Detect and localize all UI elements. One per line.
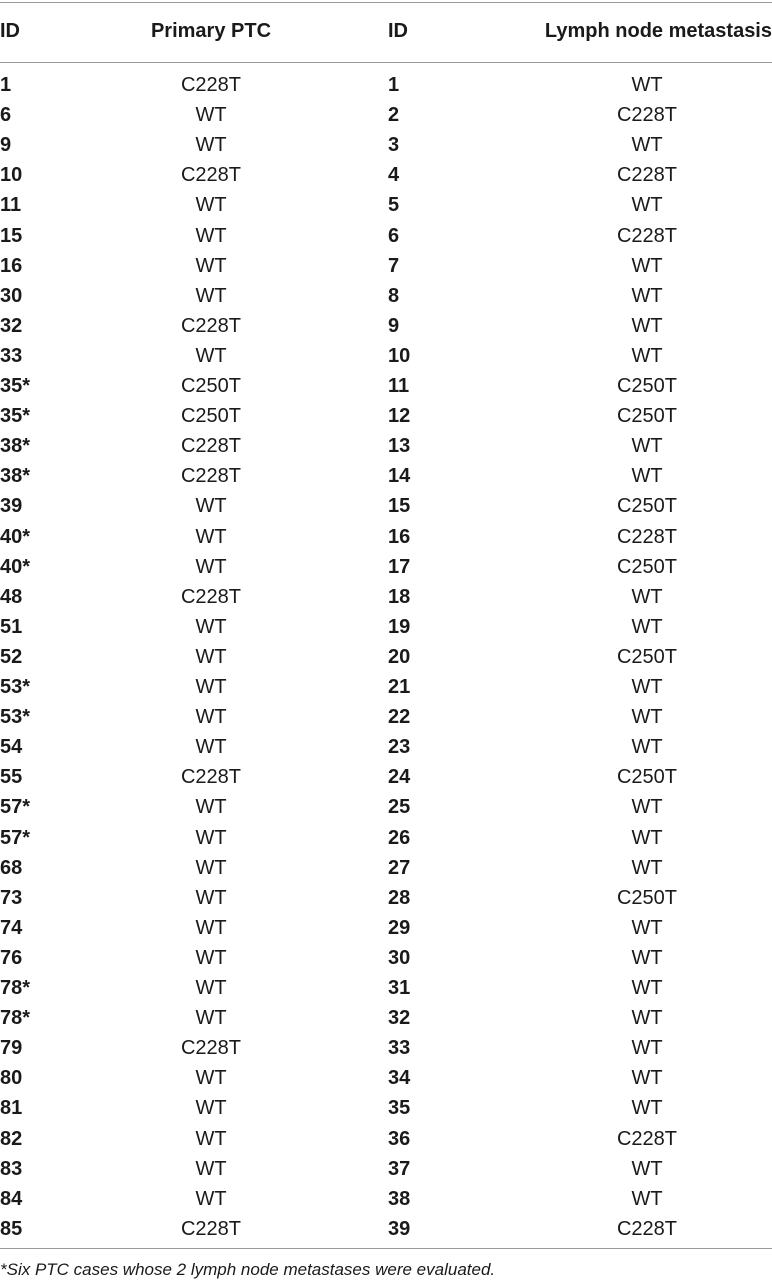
cell-primary-id: 57* xyxy=(0,826,31,849)
cell-metastasis-status: C250T xyxy=(616,405,678,428)
table-row xyxy=(0,1093,772,1123)
cell-primary-id: 78* xyxy=(0,977,31,999)
cell-metastasis-status: WT xyxy=(631,946,663,969)
cell-metastasis-status: WT xyxy=(631,134,663,157)
cell-primary-id: 53* xyxy=(0,676,31,698)
cell-primary-id: 40* xyxy=(0,555,31,578)
cell-metastasis-id: 1 xyxy=(388,74,400,96)
cell-metastasis-status: C228T xyxy=(616,525,678,548)
table-row xyxy=(0,853,772,883)
table-row xyxy=(0,672,772,702)
cell-metastasis-id: 36 xyxy=(388,1127,411,1150)
cell-metastasis-id: 27 xyxy=(388,856,411,879)
cell-primary-ptc-status: WT xyxy=(195,946,227,969)
cell-primary-id: 30 xyxy=(0,284,23,307)
cell-metastasis-status: WT xyxy=(631,194,663,217)
table-row xyxy=(0,1124,772,1154)
cell-metastasis-id: 25 xyxy=(388,796,411,819)
table-row xyxy=(0,973,772,1003)
cell-primary-id: 79 xyxy=(0,1037,23,1060)
table-row xyxy=(0,582,772,612)
cell-primary-id: 74 xyxy=(0,916,23,939)
cell-primary-id: 16 xyxy=(0,254,23,277)
cell-metastasis-status: C228T xyxy=(616,224,678,247)
cell-metastasis-status: WT xyxy=(631,1157,663,1180)
table-row xyxy=(0,221,772,251)
cell-metastasis-id: 7 xyxy=(388,254,400,277)
cell-metastasis-id: 6 xyxy=(388,224,400,247)
table-row xyxy=(0,1063,772,1093)
cell-primary-ptc-status: WT xyxy=(195,344,227,367)
cell-primary-ptc-status: WT xyxy=(195,254,227,277)
cell-primary-id: 80 xyxy=(0,1067,23,1090)
cell-primary-ptc-status: WT xyxy=(195,1007,227,1030)
cell-metastasis-status: WT xyxy=(631,977,663,999)
cell-primary-ptc-status: C228T xyxy=(180,766,242,789)
cell-metastasis-id: 20 xyxy=(388,645,411,668)
cell-metastasis-id: 24 xyxy=(388,766,411,789)
cell-primary-id: 6 xyxy=(0,104,12,127)
table-row xyxy=(0,341,772,371)
cell-primary-id: 39 xyxy=(0,495,23,518)
cell-primary-ptc-status: WT xyxy=(195,555,227,578)
cell-primary-ptc-status: WT xyxy=(195,615,227,638)
table-row xyxy=(0,1184,772,1214)
cell-primary-id: 73 xyxy=(0,886,23,909)
header-id-right: ID xyxy=(388,20,408,42)
cell-metastasis-id: 21 xyxy=(388,676,411,698)
cell-metastasis-id: 31 xyxy=(388,977,411,999)
cell-metastasis-id: 9 xyxy=(388,314,400,337)
cell-primary-id: 85 xyxy=(0,1217,23,1240)
cell-primary-id: 33 xyxy=(0,344,23,367)
table-row xyxy=(0,762,772,792)
table-row xyxy=(0,883,772,913)
cell-primary-ptc-status: C228T xyxy=(180,585,242,608)
cell-primary-id: 55 xyxy=(0,766,23,789)
cell-primary-id: 84 xyxy=(0,1187,23,1210)
cell-metastasis-id: 23 xyxy=(388,736,411,759)
cell-primary-ptc-status: WT xyxy=(195,134,227,157)
cell-primary-ptc-status: WT xyxy=(195,284,227,307)
cell-primary-id: 76 xyxy=(0,946,23,969)
header-id-left: ID xyxy=(0,20,20,42)
table-row xyxy=(0,311,772,341)
cell-metastasis-id: 10 xyxy=(388,344,411,367)
cell-metastasis-status: C250T xyxy=(616,766,678,789)
cell-metastasis-status: WT xyxy=(631,585,663,608)
cell-primary-ptc-status: WT xyxy=(195,1187,227,1210)
cell-metastasis-id: 38 xyxy=(388,1187,411,1210)
cell-primary-ptc-status: C250T xyxy=(180,405,242,428)
table-row xyxy=(0,130,772,160)
table-row xyxy=(0,522,772,552)
cell-metastasis-id: 18 xyxy=(388,585,411,608)
table-row xyxy=(0,251,772,281)
cell-metastasis-status: WT xyxy=(631,706,663,729)
cell-primary-ptc-status: WT xyxy=(195,104,227,127)
cell-metastasis-id: 16 xyxy=(388,525,411,548)
cell-metastasis-status: WT xyxy=(631,856,663,879)
cell-metastasis-id: 19 xyxy=(388,615,411,638)
cell-metastasis-id: 39 xyxy=(388,1217,411,1240)
cell-primary-ptc-status: C228T xyxy=(180,1037,242,1060)
cell-metastasis-status: WT xyxy=(631,676,663,698)
cell-metastasis-status: WT xyxy=(631,1037,663,1060)
cell-primary-id: 53* xyxy=(0,706,31,729)
cell-primary-ptc-status: WT xyxy=(195,525,227,548)
cell-primary-ptc-status: C228T xyxy=(180,314,242,337)
cell-metastasis-id: 35 xyxy=(388,1097,411,1120)
cell-metastasis-id: 13 xyxy=(388,435,411,458)
cell-primary-ptc-status: WT xyxy=(195,706,227,729)
cell-primary-ptc-status: WT xyxy=(195,886,227,909)
cell-primary-id: 52 xyxy=(0,645,23,668)
cell-primary-id: 32 xyxy=(0,314,23,337)
table-row xyxy=(0,823,772,853)
table-row xyxy=(0,431,772,461)
table-row xyxy=(0,612,772,642)
cell-metastasis-id: 14 xyxy=(388,465,411,488)
cell-primary-ptc-status: WT xyxy=(195,1067,227,1090)
cell-metastasis-status: WT xyxy=(631,1187,663,1210)
cell-metastasis-id: 5 xyxy=(388,194,400,217)
cell-primary-ptc-status: WT xyxy=(195,194,227,217)
cell-metastasis-id: 29 xyxy=(388,916,411,939)
cell-primary-ptc-status: C228T xyxy=(180,164,242,187)
table-row xyxy=(0,702,772,732)
table-row xyxy=(0,461,772,491)
table-row xyxy=(0,732,772,762)
table-row xyxy=(0,190,772,220)
cell-primary-id: 78* xyxy=(0,1007,31,1030)
table-row xyxy=(0,1003,772,1033)
cell-metastasis-status: WT xyxy=(631,796,663,819)
cell-primary-ptc-status: WT xyxy=(195,1127,227,1150)
cell-metastasis-status: C228T xyxy=(616,164,678,187)
cell-metastasis-status: WT xyxy=(631,344,663,367)
cell-metastasis-status: C250T xyxy=(616,495,678,518)
table-row xyxy=(0,160,772,190)
table-row xyxy=(0,70,772,100)
cell-primary-id: 82 xyxy=(0,1127,23,1150)
cell-primary-ptc-status: WT xyxy=(195,1157,227,1180)
cell-metastasis-id: 4 xyxy=(388,164,400,187)
cell-metastasis-id: 12 xyxy=(388,405,411,428)
cell-primary-ptc-status: WT xyxy=(195,224,227,247)
table-row xyxy=(0,642,772,672)
table-row xyxy=(0,1033,772,1063)
cell-metastasis-status: WT xyxy=(631,1067,663,1090)
table-row xyxy=(0,1154,772,1184)
cell-metastasis-status: C250T xyxy=(616,555,678,578)
cell-primary-ptc-status: WT xyxy=(195,796,227,819)
table-row xyxy=(0,943,772,973)
cell-primary-id: 35* xyxy=(0,375,31,397)
table-header-rule xyxy=(0,62,772,63)
cell-metastasis-status: WT xyxy=(631,314,663,337)
cell-primary-id: 48 xyxy=(0,585,23,608)
cell-metastasis-id: 34 xyxy=(388,1067,411,1090)
cell-primary-id: 83 xyxy=(0,1157,23,1180)
cell-metastasis-status: C250T xyxy=(616,886,678,909)
table-bottom-rule xyxy=(0,1248,772,1249)
cell-metastasis-status: WT xyxy=(631,435,663,458)
cell-primary-ptc-status: C228T xyxy=(180,465,242,488)
cell-metastasis-id: 3 xyxy=(388,134,400,157)
cell-metastasis-id: 17 xyxy=(388,555,411,578)
cell-primary-ptc-status: WT xyxy=(195,856,227,879)
table-row xyxy=(0,792,772,822)
cell-primary-ptc-status: WT xyxy=(195,495,227,518)
cell-metastasis-id: 37 xyxy=(388,1157,411,1180)
cell-metastasis-status: C228T xyxy=(616,1217,678,1240)
cell-metastasis-status: WT xyxy=(631,254,663,277)
cell-metastasis-id: 28 xyxy=(388,886,411,909)
cell-primary-ptc-status: C250T xyxy=(180,375,242,397)
cell-metastasis-id: 33 xyxy=(388,1037,411,1060)
cell-metastasis-status: WT xyxy=(631,916,663,939)
table-footnote: *Six PTC cases whose 2 lymph node metastases were evaluated. xyxy=(0,1260,496,1279)
table-row xyxy=(0,1214,772,1244)
cell-metastasis-status: C228T xyxy=(616,104,678,127)
table-row xyxy=(0,371,772,401)
cell-primary-id: 54 xyxy=(0,736,23,759)
cell-metastasis-status: WT xyxy=(631,615,663,638)
cell-primary-ptc-status: WT xyxy=(195,977,227,999)
cell-metastasis-id: 11 xyxy=(388,375,410,397)
table-row xyxy=(0,552,772,582)
cell-metastasis-status: C228T xyxy=(616,1127,678,1150)
header-primary-ptc: Primary PTC xyxy=(150,20,272,42)
cell-metastasis-status: C250T xyxy=(616,375,678,397)
cell-metastasis-status: WT xyxy=(631,826,663,849)
table-row xyxy=(0,100,772,130)
cell-primary-ptc-status: WT xyxy=(195,736,227,759)
cell-primary-id: 40* xyxy=(0,525,31,548)
cell-primary-id: 35* xyxy=(0,405,31,428)
table-row xyxy=(0,913,772,943)
cell-metastasis-status: WT xyxy=(631,1007,663,1030)
cell-primary-ptc-status: C228T xyxy=(180,1217,242,1240)
cell-primary-ptc-status: WT xyxy=(195,916,227,939)
cell-primary-id: 15 xyxy=(0,224,23,247)
cell-primary-id: 10 xyxy=(0,164,23,187)
cell-primary-id: 11 xyxy=(0,194,22,217)
cell-primary-id: 38* xyxy=(0,435,31,458)
table-header-row xyxy=(0,2,772,62)
cell-metastasis-id: 32 xyxy=(388,1007,411,1030)
table-row xyxy=(0,281,772,311)
cell-metastasis-id: 22 xyxy=(388,706,411,729)
cell-primary-id: 68 xyxy=(0,856,23,879)
cell-metastasis-id: 30 xyxy=(388,946,411,969)
cell-primary-id: 81 xyxy=(0,1097,23,1120)
cell-metastasis-status: WT xyxy=(631,1097,663,1120)
cell-primary-ptc-status: WT xyxy=(195,1097,227,1120)
cell-metastasis-status: WT xyxy=(631,465,663,488)
cell-metastasis-id: 2 xyxy=(388,104,400,127)
cell-metastasis-id: 8 xyxy=(388,284,400,307)
cell-metastasis-status: C250T xyxy=(616,645,678,668)
cell-primary-ptc-status: C228T xyxy=(180,435,242,458)
header-lymph-node-metastasis: Lymph node metastasis xyxy=(544,20,772,42)
table-row xyxy=(0,491,772,521)
cell-primary-ptc-status: WT xyxy=(195,645,227,668)
cell-primary-ptc-status: WT xyxy=(195,676,227,698)
cell-primary-id: 57* xyxy=(0,796,31,819)
cell-metastasis-status: WT xyxy=(631,736,663,759)
cell-metastasis-status: WT xyxy=(631,74,663,96)
cell-primary-id: 38* xyxy=(0,465,31,488)
cell-metastasis-status: WT xyxy=(631,284,663,307)
cell-metastasis-id: 15 xyxy=(388,495,411,518)
cell-primary-id: 51 xyxy=(0,615,23,638)
cell-primary-ptc-status: WT xyxy=(195,826,227,849)
cell-primary-ptc-status: C228T xyxy=(180,74,242,96)
table-row xyxy=(0,401,772,431)
cell-primary-id: 9 xyxy=(0,134,12,157)
cell-primary-id: 1 xyxy=(0,74,12,96)
cell-metastasis-id: 26 xyxy=(388,826,411,849)
